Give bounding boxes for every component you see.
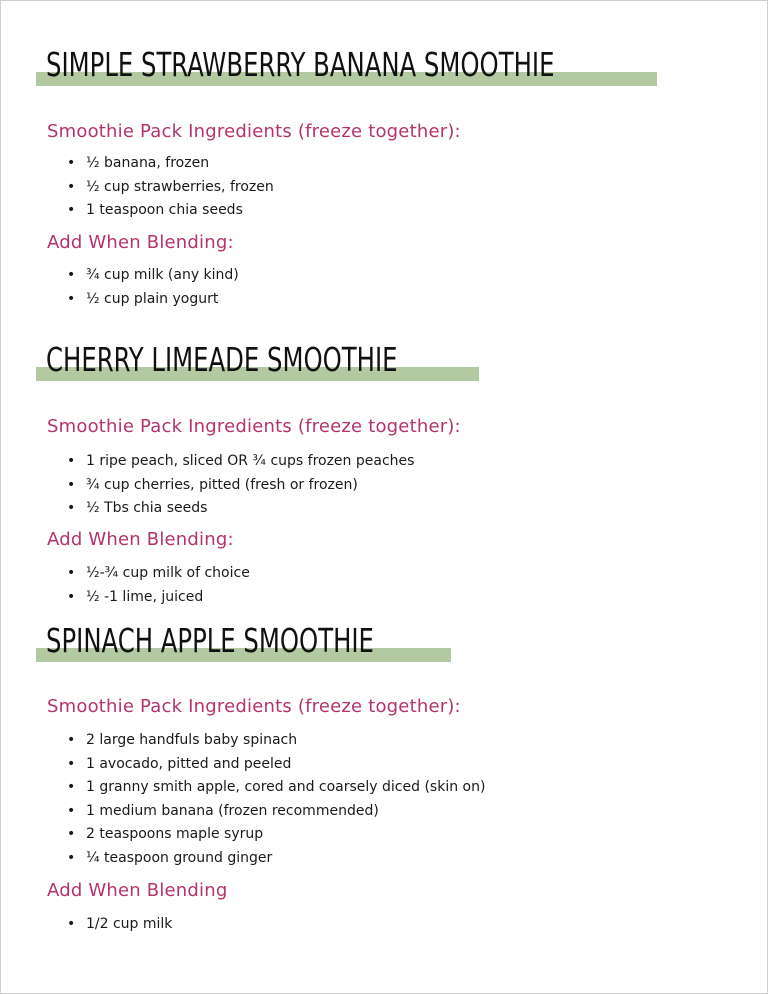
recipe-cherry-limeade <box>1 340 767 605</box>
pack-ingredients-heading: Smoothie Pack Ingredients (freeze together): <box>47 121 461 142</box>
add-when-blending-heading: Add When Blending: <box>47 529 234 550</box>
list-item: • ¾ cup milk (any kind) <box>47 264 239 288</box>
recipe-title-block <box>1 621 767 677</box>
pack-ingredients-list <box>47 152 274 223</box>
pack-ingredients-heading: Smoothie Pack Ingredients (freeze together): <box>47 416 461 437</box>
pack-ingredients-list <box>47 450 414 521</box>
list-item: • ½ -1 lime, juiced <box>47 586 250 610</box>
list-item: • 2 large handfuls baby spinach <box>47 729 485 753</box>
list-item: • 1/2 cup milk <box>47 913 172 937</box>
list-item: • 1 teaspoon chia seeds <box>47 199 274 223</box>
blend-ingredients-list <box>47 264 239 311</box>
recipe-title: SPINACH APPLE SMOOTHIE <box>46 621 374 660</box>
list-item: • ½ cup plain yogurt <box>47 288 239 312</box>
recipe-strawberry-banana <box>1 45 767 307</box>
blend-ingredients-list <box>47 562 250 609</box>
recipe-title: SIMPLE STRAWBERRY BANANA SMOOTHIE <box>46 45 555 84</box>
recipe-title-block <box>1 45 767 101</box>
list-item: • 1 medium banana (frozen recommended) <box>47 800 485 824</box>
blend-ingredients-list <box>47 913 172 937</box>
add-when-blending-heading: Add When Blending: <box>47 232 234 253</box>
list-item: • ½ banana, frozen <box>47 152 274 176</box>
list-item: • ½-¾ cup milk of choice <box>47 562 250 586</box>
list-item: • 1 ripe peach, sliced OR ¾ cups frozen peaches <box>47 450 414 474</box>
pack-ingredients-heading: Smoothie Pack Ingredients (freeze together): <box>47 696 461 717</box>
list-item: • ¼ teaspoon ground ginger <box>47 847 485 871</box>
recipe-title-block <box>1 340 767 396</box>
pack-ingredients-list <box>47 729 485 870</box>
recipe-title: CHERRY LIMEADE SMOOTHIE <box>46 340 398 379</box>
add-when-blending-heading: Add When Blending <box>47 880 228 901</box>
recipe-spinach-apple <box>1 621 767 932</box>
list-item: • 1 granny smith apple, cored and coarsely diced (skin on) <box>47 776 485 800</box>
list-item: • 1 avocado, pitted and peeled <box>47 753 485 777</box>
list-item: • ½ cup strawberries, frozen <box>47 176 274 200</box>
list-item: • ¾ cup cherries, pitted (fresh or frozen) <box>47 474 414 498</box>
list-item: • ½ Tbs chia seeds <box>47 497 414 521</box>
list-item: • 2 teaspoons maple syrup <box>47 823 485 847</box>
